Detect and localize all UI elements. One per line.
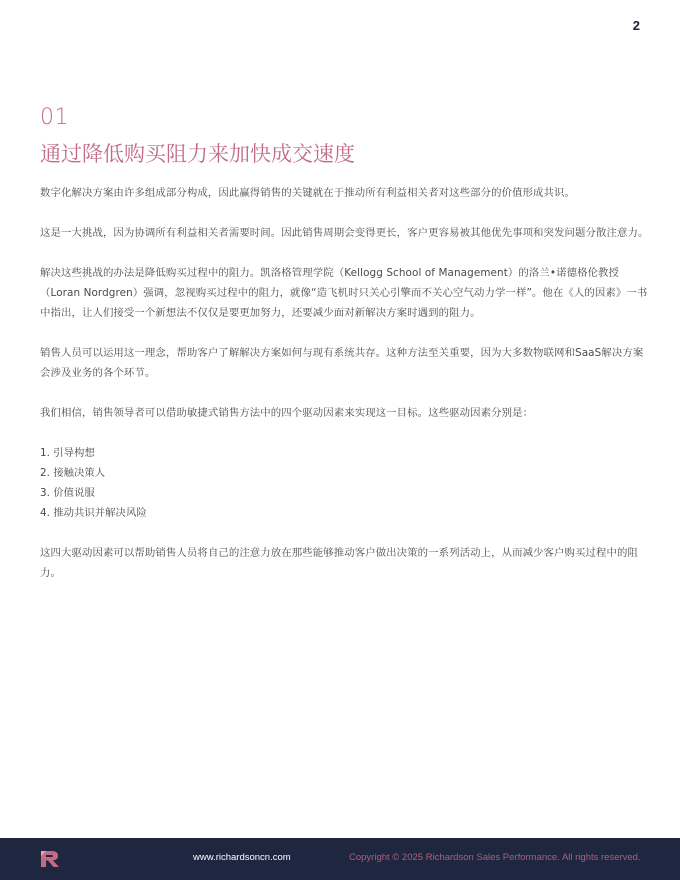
paragraph: 这是一大挑战，因为协调所有利益相关者需要时间。因此销售周期会变得更长，客户更容易被其他优先事项和突发问题分散注意力。: [40, 227, 649, 239]
section-number: 01: [40, 105, 69, 130]
page-number: 2: [632, 18, 640, 33]
footer-url[interactable]: www.richardsoncn.com: [193, 852, 291, 863]
list-item: 4. 推动共识并解决风险: [40, 507, 147, 519]
list-item: 1. 引导构想: [40, 447, 95, 459]
paragraph: 数字化解决方案由许多组成部分构成，因此赢得销售的关键就在于推动所有利益相关者对这些部分的价值形成共识。: [40, 187, 576, 199]
richardson-logo-icon: [40, 850, 60, 868]
footer-copyright: Copyright © 2025 Richardson Sales Performance. All rights reserved.: [349, 852, 641, 863]
paragraph: 我们相信，销售领导者可以借助敏捷式销售方法中的四个驱动因素来实现这一目标。这些驱动因素分别是：: [40, 407, 534, 419]
drivers-list: [40, 443, 650, 523]
footer: [0, 838, 680, 880]
section-title: 通过降低购买阻力来加快成交速度: [40, 142, 355, 166]
list-item: 3. 价值说服: [40, 487, 95, 499]
paragraph: 这四大驱动因素可以帮助销售人员将自己的注意力放在那些能够推动客户做出决策的一系列活动上，从而减少客户购买过程中的阻力。: [40, 547, 638, 579]
body-content: [40, 183, 650, 603]
paragraph: 解决这些挑战的办法是降低购买过程中的阻力。凯洛格管理学院（Kellogg School of Management）的洛兰•诺德格伦教授（Loran Nordgren）强调，忽视购买过程中的阻力，就像“造飞机时只关心引擎而不关心空气动力学一样”。他在《人的因素》一书中指出，让人们接受一个新想法不仅仅是要更加努力，还要减少面对新解决方案时遇到的阻力。: [40, 267, 648, 319]
paragraph: 销售人员可以运用这一理念，帮助客户了解解决方案如何与现有系统共存。这种方法至关重要，因为大多数物联网和SaaS解决方案会涉及业务的各个环节。: [40, 347, 644, 379]
list-item: 2. 接触决策人: [40, 467, 106, 479]
